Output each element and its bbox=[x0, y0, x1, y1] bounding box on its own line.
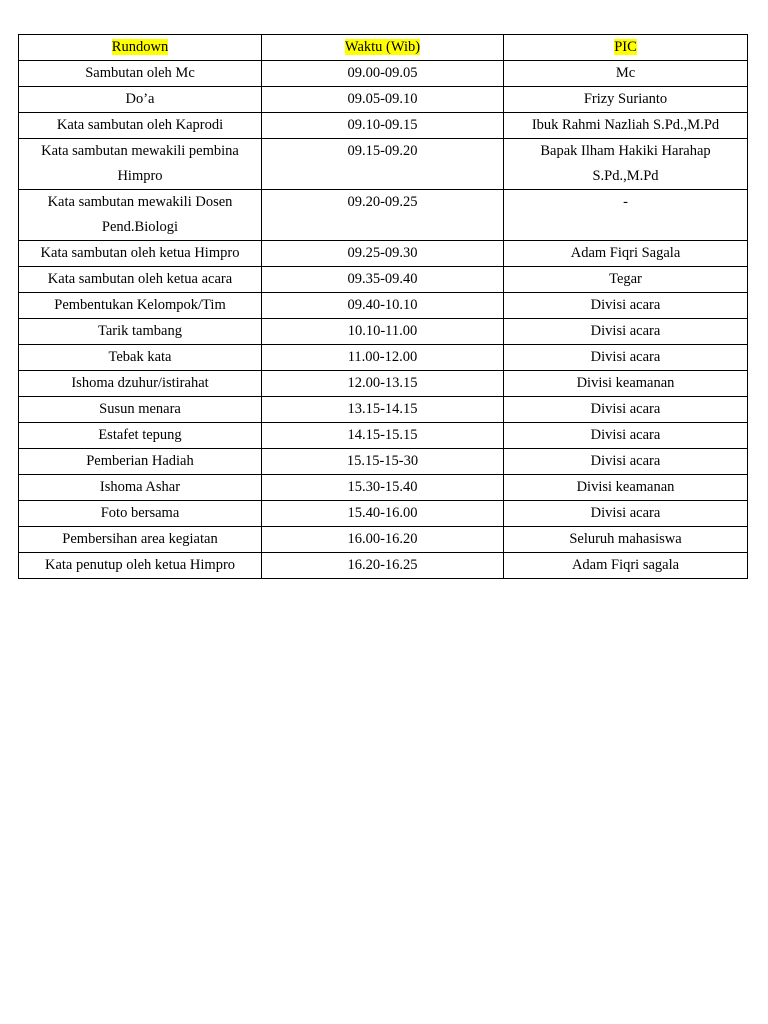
cell-waktu: 14.15-15.15 bbox=[262, 423, 504, 449]
table-row bbox=[19, 139, 748, 190]
table-row bbox=[19, 397, 748, 423]
cell-waktu: 09.15-09.20 bbox=[262, 139, 504, 190]
cell-pic: Adam Fiqri sagala bbox=[504, 553, 748, 579]
cell-rundown: Sambutan oleh Mc bbox=[19, 61, 262, 87]
cell-pic: Adam Fiqri Sagala bbox=[504, 241, 748, 267]
header-pic bbox=[504, 35, 748, 61]
cell-pic: Bapak Ilham Hakiki Harahap S.Pd.,M.Pd bbox=[504, 139, 748, 190]
cell-waktu: 09.00-09.05 bbox=[262, 61, 504, 87]
cell-waktu: 13.15-14.15 bbox=[262, 397, 504, 423]
cell-waktu: 09.10-09.15 bbox=[262, 113, 504, 139]
cell-rundown: Foto bersama bbox=[19, 501, 262, 527]
cell-rundown: Kata sambutan mewakili pembina Himpro bbox=[19, 139, 262, 190]
header-rundown bbox=[19, 35, 262, 61]
table-row bbox=[19, 423, 748, 449]
table-row bbox=[19, 190, 748, 241]
cell-pic: Frizy Surianto bbox=[504, 87, 748, 113]
cell-rundown: Kata sambutan mewakili Dosen Pend.Biologi bbox=[19, 190, 262, 241]
cell-rundown: Kata penutup oleh ketua Himpro bbox=[19, 553, 262, 579]
cell-waktu: 15.15-15-30 bbox=[262, 449, 504, 475]
cell-waktu: 09.25-09.30 bbox=[262, 241, 504, 267]
table-row bbox=[19, 527, 748, 553]
cell-waktu: 15.40-16.00 bbox=[262, 501, 504, 527]
header-waktu-label: Waktu (Wib) bbox=[344, 39, 421, 55]
table-row bbox=[19, 267, 748, 293]
cell-pic: Tegar bbox=[504, 267, 748, 293]
cell-waktu: 12.00-13.15 bbox=[262, 371, 504, 397]
cell-pic: Mc bbox=[504, 61, 748, 87]
cell-pic: Divisi acara bbox=[504, 397, 748, 423]
cell-waktu: 09.35-09.40 bbox=[262, 267, 504, 293]
cell-rundown: Kata sambutan oleh ketua acara bbox=[19, 267, 262, 293]
cell-pic: - bbox=[504, 190, 748, 241]
cell-waktu: 10.10-11.00 bbox=[262, 319, 504, 345]
cell-pic: Divisi acara bbox=[504, 423, 748, 449]
cell-rundown: Kata sambutan oleh Kaprodi bbox=[19, 113, 262, 139]
cell-waktu: 09.05-09.10 bbox=[262, 87, 504, 113]
table-row bbox=[19, 61, 748, 87]
table-header-row bbox=[19, 35, 748, 61]
table-row bbox=[19, 475, 748, 501]
table-row bbox=[19, 371, 748, 397]
cell-pic: Divisi keamanan bbox=[504, 475, 748, 501]
cell-rundown: Tarik tambang bbox=[19, 319, 262, 345]
table-row bbox=[19, 319, 748, 345]
header-waktu bbox=[262, 35, 504, 61]
table-row bbox=[19, 113, 748, 139]
rundown-table bbox=[18, 34, 748, 579]
cell-pic: Divisi keamanan bbox=[504, 371, 748, 397]
table-row bbox=[19, 241, 748, 267]
cell-pic: Ibuk Rahmi Nazliah S.Pd.,M.Pd bbox=[504, 113, 748, 139]
cell-rundown: Susun menara bbox=[19, 397, 262, 423]
cell-pic: Divisi acara bbox=[504, 345, 748, 371]
cell-waktu: 15.30-15.40 bbox=[262, 475, 504, 501]
header-rundown-label: Rundown bbox=[111, 39, 169, 55]
cell-pic: Divisi acara bbox=[504, 293, 748, 319]
cell-waktu: 16.20-16.25 bbox=[262, 553, 504, 579]
cell-rundown: Tebak kata bbox=[19, 345, 262, 371]
cell-rundown: Pembersihan area kegiatan bbox=[19, 527, 262, 553]
table-row bbox=[19, 449, 748, 475]
cell-rundown: Estafet tepung bbox=[19, 423, 262, 449]
cell-waktu: 11.00-12.00 bbox=[262, 345, 504, 371]
cell-rundown: Do’a bbox=[19, 87, 262, 113]
table-row bbox=[19, 345, 748, 371]
cell-waktu: 09.20-09.25 bbox=[262, 190, 504, 241]
cell-rundown: Pemberian Hadiah bbox=[19, 449, 262, 475]
cell-rundown: Ishoma dzuhur/istirahat bbox=[19, 371, 262, 397]
cell-pic: Divisi acara bbox=[504, 501, 748, 527]
cell-waktu: 09.40-10.10 bbox=[262, 293, 504, 319]
cell-rundown: Pembentukan Kelompok/Tim bbox=[19, 293, 262, 319]
cell-rundown: Ishoma Ashar bbox=[19, 475, 262, 501]
cell-rundown: Kata sambutan oleh ketua Himpro bbox=[19, 241, 262, 267]
cell-pic: Seluruh mahasiswa bbox=[504, 527, 748, 553]
table-row bbox=[19, 553, 748, 579]
header-pic-label: PIC bbox=[614, 39, 637, 55]
cell-pic: Divisi acara bbox=[504, 449, 748, 475]
cell-pic: Divisi acara bbox=[504, 319, 748, 345]
cell-waktu: 16.00-16.20 bbox=[262, 527, 504, 553]
table-row bbox=[19, 293, 748, 319]
table-row bbox=[19, 501, 748, 527]
table-row bbox=[19, 87, 748, 113]
document-page bbox=[18, 34, 747, 579]
